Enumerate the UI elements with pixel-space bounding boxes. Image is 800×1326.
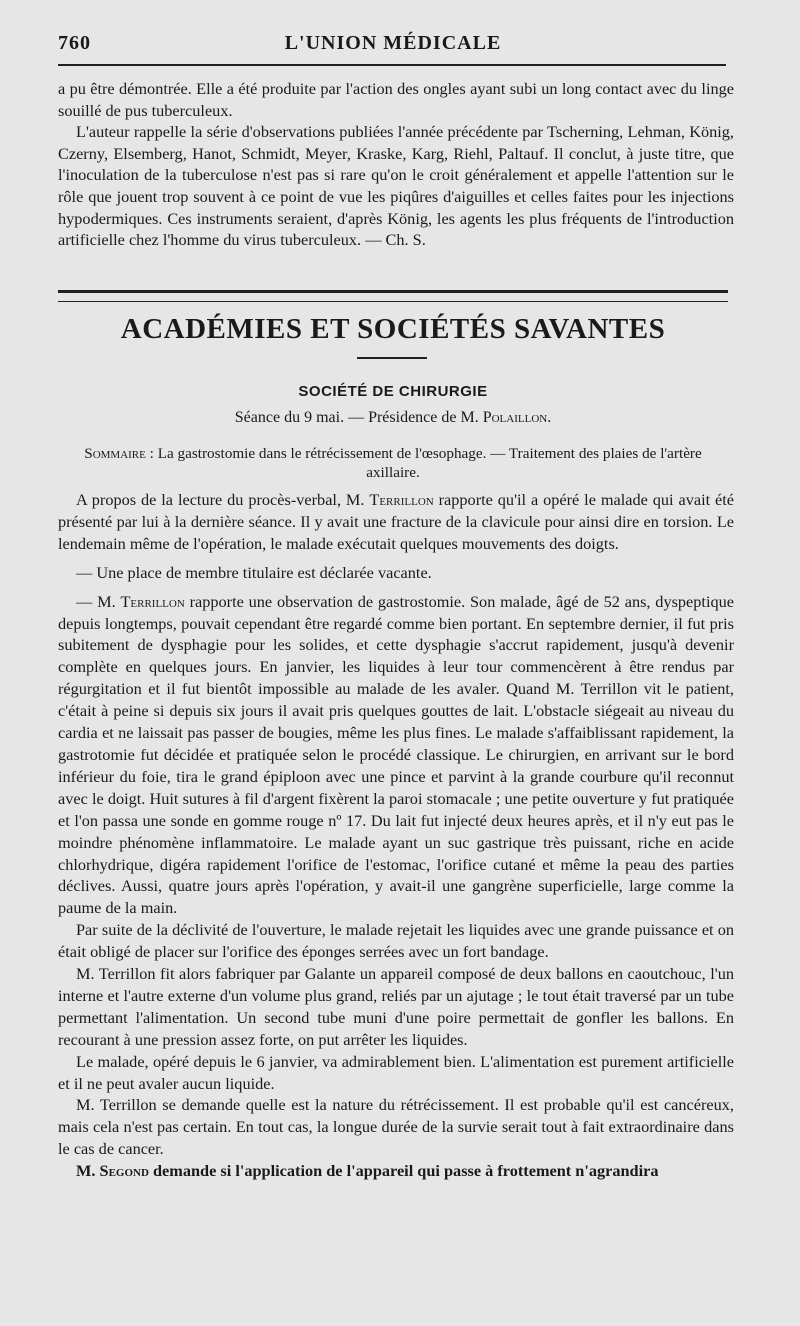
sommaire-label: Sommaire xyxy=(84,445,146,462)
paragraph: Le malade, opéré depuis le 6 janvier, va admirablement bien. L'alimentation est purement artificielle et il ne peut avaler aucun liquide. xyxy=(58,1051,734,1093)
paragraph-gap xyxy=(58,555,734,562)
author-name: Segond xyxy=(99,1161,149,1181)
section-title: ACADÉMIES ET SOCIÉTÉS SAVANTES xyxy=(120,313,666,345)
paragraph: L'auteur rappelle la série d'observations publiées l'année précédente par Tscherning, Lehman, König, Czerny, Elsemberg, Hanot, Schmidt, Meyer, Kraske, Karg, Riehl, Paltauf. Il conclut, à juste titre, que l'inoculation de la tuberculose n'est pas si rare qu'on le croit généralement et appelle l'attention sur le rôle que jouent trop souvent à ce point de vue les piqûres d'aiguilles et celles faites pour les injections hypodermiques. Ces instruments seraient, d'après König, les agents les plus fréquents de l'introduction artificielle chez l'homme du virus tuberculeux. — Ch. S. xyxy=(58,122,734,250)
author-name: Terrillon xyxy=(120,591,185,611)
text-run: M. xyxy=(76,1161,100,1181)
section-divider xyxy=(58,290,728,302)
text-run: — M. xyxy=(76,591,121,611)
paragraph: a pu être démontrée. Elle a été produite par l'action des ongles ayant subi un long contact avec du linge souillé de pus tuberculeux. xyxy=(58,79,734,120)
society-heading: SOCIÉTÉ DE CHIRURGIE xyxy=(298,383,488,400)
text-run: rapporte une observation de gastrostomie. Son malade, âgé de 52 ans, dyspeptique depuis longtemps, pouvait cependant être regardé comme bien portant. En septembre dernier, il fut pris subitement de dysphagie pour les solides, et cette dysphagie s'accrut rapidement, jusqu'à devenir complète en quelques jours. En janvier, les liquides à leur tour commencèrent à être rendus par régurgitation et il fut bientôt impossible au malade de les avaler. Quand M. Terrillon vit le patient, c'était à peine si depuis six jours il avait pris quelques gouttes de lait. L'obstacle siégeait au niveau du cardia et ne laissait pas passer de bougies, même les plus fines. Le malade s'affaiblissant rapidement, la gastrotomie fut décidée et pratiquée selon le procédé classique. Le chirurgien, en arrivant sur le bord inférieur du foie, tira le grand épiploon avec une pince et parvint à la grande courbure qu'il reconnut avec le doigt. Huit sutures à fil d'argent fixèrent la paroi stomacale ; une petite ouverture y fut pratiquée et l'on passa une sonde en gomme rouge nº 17. Du lait fut injecté deux heures après, et il n'y eut pas le moindre phénomène inflammatoire. Le malade ayant un suc gastrique très puissant, riche en acide chlorhydrique, digéra rapidement l'orifice de l'estomac, l'orifice cutané et même la peau des parties déclives. Aussi, quatre jours après l'opération, y avait-il une gangrène superficielle, large comme la paume de la main. xyxy=(58,591,734,918)
header-rule xyxy=(58,64,726,66)
page-number: 760 xyxy=(58,32,91,54)
page-header xyxy=(58,30,728,58)
previous-article-text xyxy=(58,78,734,251)
article-text xyxy=(58,489,734,1182)
paragraph: Par suite de la déclivité de l'ouverture, le malade rejetait les liquides avec une grande puissance et on était obligé de placer sur l'orifice des éponges serrées avec un fort bandage. xyxy=(58,920,734,962)
paragraph xyxy=(58,1160,734,1182)
author-name: Terrillon xyxy=(369,490,434,509)
sommaire-text: : La gastrostomie dans le rétrécissement de l'œsophage. — Traitement des plaies de l'artère axillaire. xyxy=(145,445,702,481)
president-name: Polaillon. xyxy=(482,409,552,426)
sommaire xyxy=(58,444,728,482)
paragraph: M. Terrillon fit alors fabriquer par Galante un appareil composé de deux ballons en caoutchouc, l'un interne et l'autre externe d'un volume plus grand, reliés par un ajutage ; le tout était traversé par un tube permettant l'alimentation. Un second tube muni d'une poire permettait de gonfler les ballons. En recourant à une pression assez forte, on put arrêter les liquides. xyxy=(58,964,734,1049)
paragraph-gap xyxy=(58,584,734,591)
journal-title: L'UNION MÉDICALE xyxy=(284,32,502,54)
paragraph xyxy=(58,591,734,920)
paragraph: — Une place de membre titulaire est déclarée vacante. xyxy=(76,562,432,582)
title-underline xyxy=(357,357,427,359)
text-run: rapporte qu'il a opéré le malade qui avait été présenté par lui à la dernière séance. Il y avait une fracture de la clavicule pour ainsi dire en torsion. Le lendemain même de l'opération, le malade exécutait quelques mouvements des doigts. xyxy=(58,490,735,553)
seance-text: Séance du 9 mai. — Présidence de M. xyxy=(234,409,479,426)
paragraph xyxy=(58,489,734,555)
seance-line xyxy=(58,409,728,427)
paragraph: M. Terrillon se demande quelle est la nature du rétrécissement. Il est probable qu'il est cancéreux, mais cela n'est pas certain. En tout cas, la longue durée de la survie serait tout à fait extraordinaire dans le cas de cancer. xyxy=(58,1095,734,1159)
text-run: demande si l'application de l'appareil qui passe à frottement n'agrandira xyxy=(148,1161,659,1181)
text-run: A propos de la lecture du procès-verbal, M. xyxy=(76,490,370,509)
